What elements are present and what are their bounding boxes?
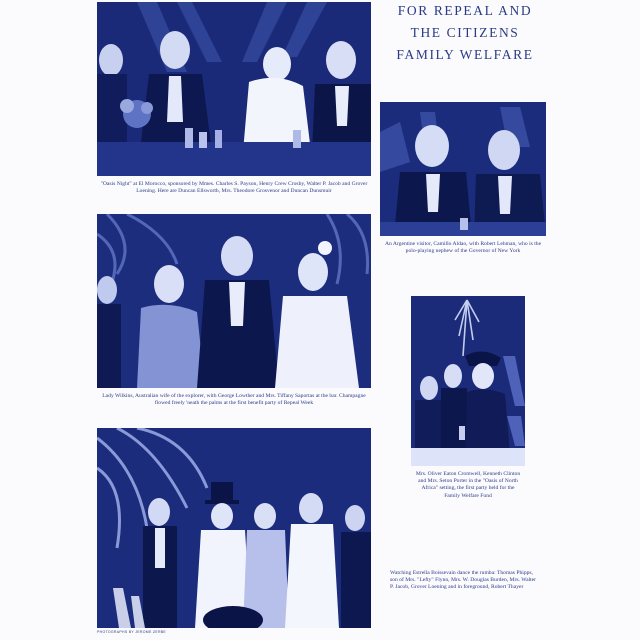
headline-line-2: THE CITIZENS bbox=[410, 25, 520, 40]
photo-oasis-night bbox=[97, 2, 371, 176]
caption-rumba: Watching Estrella Boissevain dance the rumba: Thomas Phipps, son of Mrs. "Lefty" Flynn, Mrs. W. Douglas Burden, Mrs. Walter P. Jacob, Grover Loening and in foreground, Robert Thayer bbox=[390, 570, 537, 591]
photo-lady-wilkins bbox=[97, 214, 371, 388]
photo-oasis-north-africa bbox=[411, 296, 525, 466]
photo-credit: PHOTOGRAPHS BY JEROME ZERBE bbox=[97, 630, 167, 634]
photo-argentine-visitor bbox=[380, 102, 546, 236]
caption-lady-wilkins: Lady Wilkins, Australian wife of the explorer, with George Lowther and Mrs. Tiffany Saportas at the bar. Champagne flowed freely 'neath the palms at the first benefit party of Repeal Week bbox=[102, 393, 366, 407]
headline-line-3: FAMILY WELFARE bbox=[396, 47, 534, 62]
caption-oasis-night: "Oasis Night" at El Morocco, sponsored by Mmes. Charles S. Payson, Henry Crew Crosby, Walter P. Jacob and Grover Loening. Here are Duncan Ellsworth, Mrs. Theodore Grosvenor and Duncan Dunsmuir bbox=[100, 181, 368, 195]
page-headline bbox=[380, 0, 550, 66]
photo-rumba bbox=[97, 428, 371, 628]
headline-line-1: FOR REPEAL AND bbox=[397, 3, 533, 18]
caption-oasis-north-africa: Mrs. Oliver Eaton Cromwell, Kenneth Clinton and Mrs. Seton Porter in the "Oasis of North Africa" setting, the first party held for the Family Welfare Fund bbox=[415, 471, 521, 499]
caption-argentine-visitor: An Argentine visitor, Camillo Aldao, with Robert Lehman, who is the polo-playing nephew of the Governor of New York bbox=[384, 241, 542, 255]
